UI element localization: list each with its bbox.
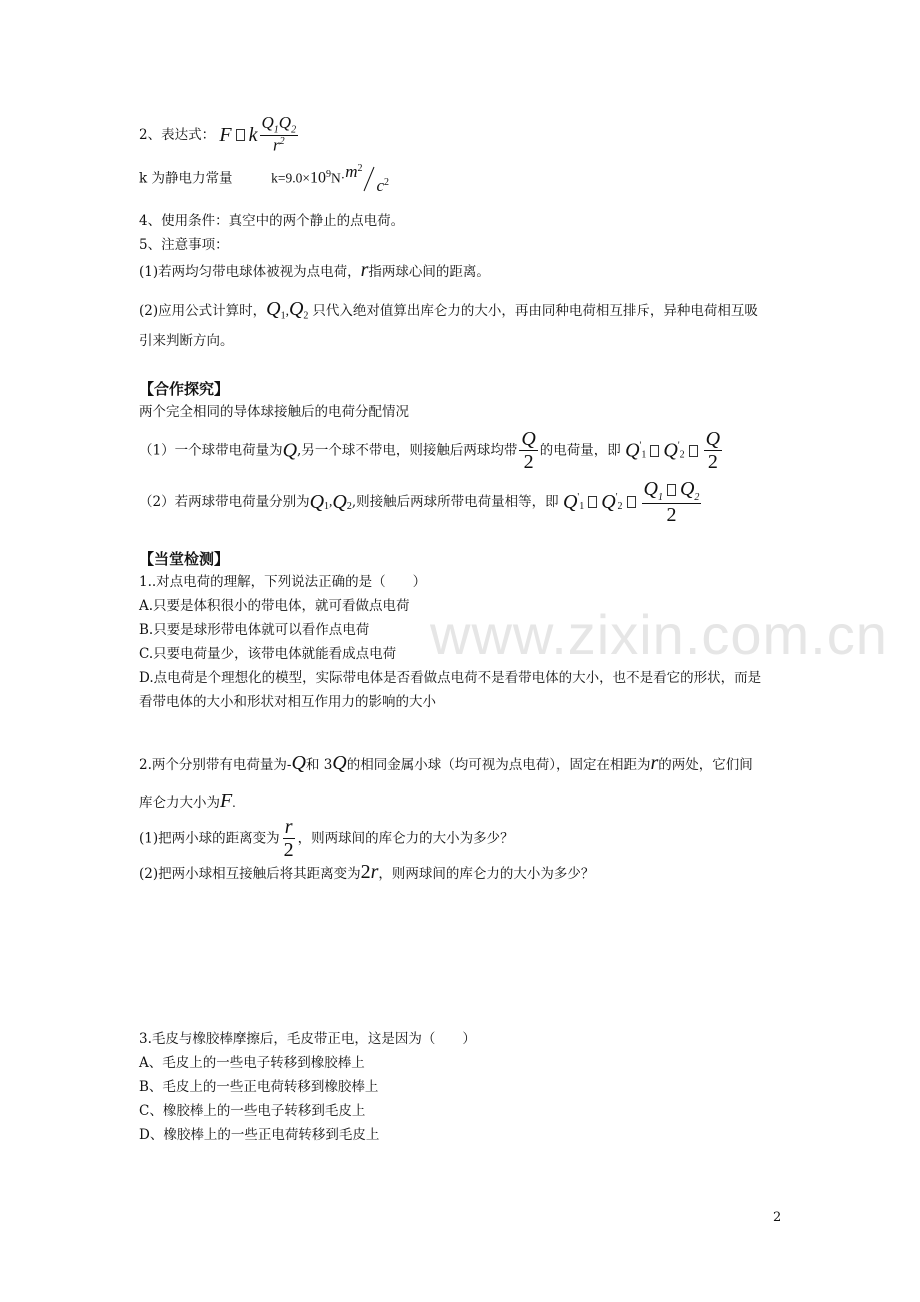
slash-icon	[362, 166, 376, 192]
constant-label: k 为静电力常量	[139, 170, 233, 187]
sum-fraction: $\frac{Q_1 Q_2}{2}$	[643, 478, 700, 526]
note-2-cont: 引来判断方向。	[139, 333, 234, 349]
q1-option-a: A.只要是体积很小的带电体，就可看做点电荷	[139, 598, 410, 614]
page-number: 2	[773, 1210, 782, 1225]
q3-option-b: B、毛皮上的一些正电荷转移到橡胶棒上	[139, 1079, 379, 1095]
coop-title: 【合作探究】	[139, 380, 230, 398]
q2-sub-2: (2)把两小球相互接触后将其距离变为2r，则两球间的库仑力的大小为多少？	[139, 861, 595, 883]
constant-line: k 为静电力常量 $k=9.0\times 10^9N\cdot m^2c^2$	[139, 161, 390, 195]
q1-option-b: B.只要是球形带电体就可以看作点电荷	[139, 622, 370, 638]
q1-option-c: C.只要电荷量少，该带电体就能看成点电荷	[139, 646, 397, 662]
formula-label: 2、表达式：	[139, 126, 216, 143]
q1-stem: 1..对点电荷的理解，下列说法正确的是（ ）	[139, 574, 427, 590]
formula-lhs: F	[219, 123, 232, 146]
item-4: 4、使用条件：真空中的两个静止的点电荷。	[139, 213, 405, 229]
q1-option-d: D.点电荷是个理想化的模型，实际带电体是否看做点电荷不是看带电体的大小，也不是看它的形状，而是	[139, 670, 762, 686]
r-half-fraction: $\frac{r}{2}$	[283, 816, 294, 861]
half-q-fraction: $\frac{Q}{2}$	[521, 428, 536, 473]
q3-option-d: D、橡胶棒上的一些正电荷转移到毛皮上	[139, 1127, 380, 1143]
note-1: (1)若两均匀带电球体被视为点电荷，r指两球心间的距离。	[139, 259, 490, 281]
q1-option-d-cont: 看带电体的大小和形状对相互作用力的影响的大小	[139, 694, 436, 710]
equals-symbol	[236, 129, 245, 141]
coop-case-1: （1）一个球带电荷量为Q,另一个球不带电，则接触后两球均带 $\frac{Q}{2}$ 的电荷量，即 $Q'_1$ $Q'_2$ $\frac{Q}{2}$	[139, 428, 721, 473]
q2-stem: 2.两个分别带有电荷量为-Q和 3Q的相同金属小球（均可视为点电荷），固定在相距为r的两处，它们间	[139, 752, 753, 774]
q2-stem-cont: 库仑力大小为F.	[139, 790, 236, 812]
constant-value: k=9.0×	[271, 170, 310, 186]
formula-fraction: $\frac{Q_1Q_2}{r^2}$	[261, 113, 297, 156]
q3-stem: 3.毛皮与橡胶棒摩擦后，毛皮带正电，这是因为（ ）	[139, 1031, 476, 1047]
watermark: www.zixin.com.cn	[430, 603, 888, 666]
item-5: 5、注意事项：	[139, 237, 229, 253]
formula-k: k	[248, 123, 258, 146]
note-2: (2)应用公式计算时，$Q_1,Q_2$ 只代入绝对值算出库仑力的大小，再由同种电荷相互排斥，异种电荷相互吸	[139, 298, 758, 322]
q3-option-c: C、橡胶棒上的一些电子转移到毛皮上	[139, 1103, 366, 1119]
q3-option-a: A、毛皮上的一些电子转移到橡胶棒上	[139, 1055, 365, 1071]
coop-intro: 两个完全相同的导体球接触后的电荷分配情况	[139, 404, 409, 420]
coop-case-2: （2）若两球带电荷量分别为$Q_1,Q_2$,则接触后两球所带电荷量相等，即 $Q'_1$ $Q'_2$ $\frac{Q_1 Q_2}{2}$	[139, 478, 700, 526]
q2-sub-1: (1)把两小球的距离变为 $\frac{r}{2}$ ，则两球间的库仑力的大小为多少？	[139, 816, 514, 861]
check-title: 【当堂检测】	[139, 550, 230, 568]
formula-line	[139, 114, 300, 156]
